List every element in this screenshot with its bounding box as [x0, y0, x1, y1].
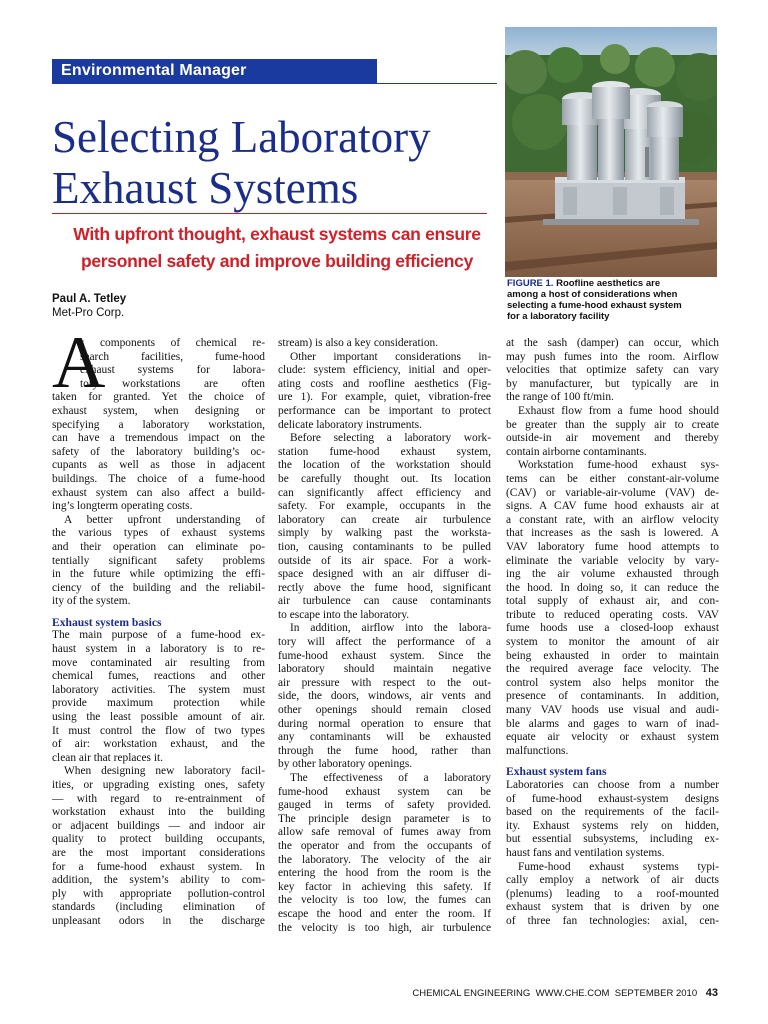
- text-line: fume-hood exhaust system. Since the: [278, 649, 491, 662]
- text-line: escape the hood and enter the room. If: [278, 907, 491, 920]
- text-line: Workstation fume-hood exhaust sys-: [518, 459, 719, 472]
- text-line: ply with appropriate pollution-control: [52, 887, 265, 900]
- text-line: the velocity is too high, air turbulence: [278, 921, 491, 934]
- text-line: to escape into the laboratory.: [278, 608, 410, 621]
- text-line: based on the requirements of the facil-: [506, 806, 719, 819]
- text-line: outside of its air space. For a work-: [278, 554, 491, 567]
- text-line: ities, or upgrading existing ones, safety: [52, 779, 265, 791]
- text-line: space designed with an air diffuser di-: [278, 568, 491, 581]
- text-line: exhaust systems for labora-: [80, 364, 265, 377]
- text-line: clude: system efficiency, initial and oper-: [278, 364, 491, 377]
- text-line: laboratory activities. The system must: [52, 683, 265, 696]
- text-line: by other laboratory openings.: [278, 758, 413, 771]
- text-line: tory will affect the performance of a: [278, 636, 491, 649]
- text-line: When designing new laboratory facil-: [64, 765, 265, 778]
- section-banner: [52, 59, 377, 84]
- text-line: presence of contaminants. In addition,: [506, 690, 719, 703]
- text-line: the hood. In doing so, it can reduce the: [506, 581, 719, 594]
- text-line: exhaust system, when designing or: [52, 404, 265, 417]
- text-line: The main purpose of a fume-hood ex-: [52, 629, 265, 642]
- body-column-3: [506, 337, 719, 929]
- text-line: be carefully thought out. Its location: [278, 472, 491, 485]
- text-line: tems can be either constant-air-volume: [506, 472, 719, 485]
- text-line: (plenums) leading to a roof-mounted: [506, 887, 719, 900]
- subtitle-line-1: With upfront thought, exhaust systems can ensure: [73, 224, 481, 244]
- text-line: haust fans and ventilation systems.: [506, 846, 665, 859]
- text-line: fume-hood exhaust system can be: [278, 785, 491, 798]
- header-rule: [377, 83, 497, 84]
- text-line: total supply of exhaust air, and con-: [506, 595, 719, 608]
- text-line: gauged in terms of safety provided.: [278, 799, 491, 812]
- text-line: the velocity is too low, the fumes can: [278, 894, 491, 907]
- text-line: but essential subsystems, including ex-: [506, 833, 719, 846]
- text-line: or adjacent buildings — and indoor air: [52, 819, 265, 832]
- text-line: being exhausted in order to maintain: [506, 649, 719, 662]
- text-line: ing the air volume exhausted through: [506, 568, 719, 581]
- figure-label: FIGURE 1.: [507, 278, 554, 289]
- text-line: safety of the laboratory building’s oc-: [52, 445, 265, 458]
- text-line: addition, the system’s ability to com-: [52, 874, 265, 887]
- text-line: A better upfront understanding of: [64, 513, 265, 526]
- text-line: at the sash (damper) can occur, which: [506, 337, 719, 349]
- text-line: the operator and from the occupants of: [278, 839, 491, 852]
- text-line: by manufacturer, but typically are in: [506, 377, 719, 390]
- text-line: Exhaust flow from a fume hood should: [518, 404, 719, 417]
- text-line: the range of 100 ft/min.: [506, 391, 614, 404]
- text-line: of fume-hood exhaust-system designs: [506, 792, 719, 805]
- body-column-2: [278, 337, 491, 935]
- text-line: a constant rate, with an airflow velocity: [506, 513, 719, 526]
- text-line: key factor in achieving this safety. If: [278, 880, 491, 893]
- text-line: unpleasant odors in the discharge: [52, 914, 265, 927]
- text-line: cupants as well as those in adjacent: [52, 459, 265, 472]
- subtitle-line-2: personnel safety and improve building efficiency: [80, 251, 474, 271]
- text-line: may push fumes into the room. Airflow: [506, 350, 719, 363]
- text-line: ity of the system.: [52, 595, 131, 608]
- text-line: station fume-hood exhaust system,: [278, 445, 491, 458]
- text-line: cally employ a network of air ducts: [506, 874, 719, 887]
- section-heading: Exhaust system basics: [52, 615, 162, 629]
- text-line: stream) is also a key consideration.: [278, 337, 439, 349]
- text-line: laboratory should maintain negative: [278, 663, 491, 676]
- text-line: In addition, airflow into the labora-: [290, 622, 491, 635]
- text-line: specifying a laboratory workstation,: [52, 418, 265, 431]
- page-footer: [400, 987, 718, 999]
- text-line: ing’s longterm operating costs.: [52, 500, 193, 513]
- text-line: air pressure with respect to the out-: [278, 676, 491, 689]
- text-line: velocities that optimize safety can vary: [506, 364, 719, 377]
- drop-cap: A: [52, 322, 106, 404]
- text-line: entering the hood from the room is the: [278, 867, 491, 880]
- text-line: other openings should remain closed: [278, 704, 491, 717]
- text-line: exhaust system can also affect a build-: [52, 486, 265, 499]
- text-line: using the least possible amount of air.: [52, 711, 265, 724]
- text-line: signs. A CAV fume hood exhausts air at: [506, 500, 719, 513]
- text-line: The effectiveness of a laboratory: [290, 772, 491, 784]
- text-line: taken for granted. Yet the choice of: [52, 391, 265, 404]
- text-line: and their operation can eliminate po-: [52, 540, 265, 553]
- title-line-1: Selecting Laboratory: [52, 112, 431, 162]
- text-line: standards (including elimination of: [52, 901, 265, 914]
- text-line: exhaust system that is driven by one: [506, 901, 719, 914]
- text-line: chemical fumes, reactions and other: [52, 670, 265, 683]
- section-heading: Exhaust system fans: [506, 765, 607, 779]
- text-line: delicate laboratory instruments.: [278, 418, 422, 431]
- text-line: Laboratories can choose from a number: [506, 779, 719, 791]
- footer-url: WWW.CHE.COM: [535, 988, 610, 999]
- text-line: of air: workstation exhaust, and the: [52, 738, 265, 751]
- text-line: tory workstations are often: [80, 377, 265, 390]
- text-line: workstation exhaust into the building: [52, 806, 265, 819]
- text-line: clean air that replaces it.: [52, 751, 163, 764]
- text-line: eliminate the variable velocity by vary-: [506, 554, 719, 567]
- text-line: many VAV hoods use visual and audi-: [506, 704, 719, 717]
- text-line: can have a tremendous impact on the: [52, 432, 265, 445]
- text-line: ble alarms and gages to warn of inad-: [506, 717, 719, 730]
- text-line: laboratory can create air turbulence: [278, 513, 491, 526]
- rooftop-exhaust-photo: [505, 27, 717, 277]
- caption-line: among a host of considerations when: [507, 289, 678, 300]
- page-number: 43: [705, 987, 718, 999]
- text-line: haust system in a laboratory is to re-: [52, 643, 265, 656]
- text-line: s components of chemical re-: [80, 337, 265, 349]
- text-line: any contaminants will be exhausted: [278, 731, 491, 744]
- text-line: the laboratory. The velocity of the air: [278, 853, 491, 866]
- text-line: control system also helps monitor the: [506, 676, 719, 689]
- text-line: Other important considerations in-: [290, 350, 491, 363]
- text-line: safety. For example, occupants in the: [278, 500, 491, 513]
- text-line: (CAV) or variable-air-volume (VAV) de-: [506, 486, 719, 499]
- text-line: the location of the workstation should: [278, 459, 491, 472]
- caption-line: selecting a fume-hood exhaust system: [507, 300, 682, 311]
- footer-journal: CHEMICAL ENGINEERING: [412, 988, 531, 999]
- text-line: simply by walking past the worksta-: [278, 527, 491, 540]
- text-line: the various types of exhaust systems: [52, 527, 265, 540]
- text-line: Before selecting a laboratory work-: [290, 432, 491, 445]
- text-line: search facilities, fume-hood: [80, 350, 265, 363]
- text-line: tribute to reduced operating costs. VAV: [506, 608, 719, 621]
- text-line: through the fume hood, rather than: [278, 744, 491, 757]
- text-line: system to monitor the amount of air: [506, 636, 719, 649]
- text-line: contain airborne contaminants.: [506, 445, 647, 458]
- text-line: for a fume-hood exhaust system. In: [52, 860, 265, 873]
- text-line: ity. Exhaust systems rely on hidden,: [506, 819, 719, 832]
- text-line: ating costs and roofline aesthetics (Fig-: [278, 377, 491, 390]
- text-line: Fume-hood exhaust systems typi-: [518, 860, 719, 873]
- footer-date: SEPTEMBER 2010: [614, 988, 698, 999]
- figure-caption: [507, 278, 721, 322]
- text-line: VAV laboratory fume hood attempts to: [506, 540, 719, 553]
- text-line: ure 1). For example, quiet, vibration-free: [278, 391, 491, 404]
- text-line: The principle design parameter is to: [278, 812, 491, 825]
- text-line: — with regard to re-entrainment of: [52, 792, 265, 805]
- text-line: move contaminated air resulting from: [52, 656, 265, 669]
- text-line: rectly above the fume hood, significant: [278, 581, 491, 594]
- section-label: Environmental Manager: [61, 62, 247, 79]
- text-line: fume hoods use a closed-loop exhaust: [506, 622, 719, 635]
- text-line: are the most important considerations: [52, 846, 265, 859]
- text-line: that increases as the sash is lowered. A: [506, 527, 719, 540]
- text-line: during normal operation to ensure that: [278, 717, 491, 730]
- text-line: buildings. The choice of a fume-hood: [52, 472, 265, 485]
- author-name: Paul A. Tetley: [52, 293, 127, 305]
- caption-line: Roofline aesthetics are: [556, 278, 661, 289]
- text-line: air turbulence can cause contaminants: [278, 595, 491, 608]
- article-title: [52, 112, 502, 214]
- caption-line: for a laboratory facility: [507, 311, 610, 322]
- text-line: outside-in air movement and thereby: [506, 432, 719, 445]
- text-line: allow safe removal of fumes away from: [278, 826, 491, 839]
- article-subtitle: [52, 221, 502, 275]
- text-line: equate air velocity or exhaust system: [506, 731, 719, 744]
- text-line: It must control the flow of two types: [52, 724, 265, 737]
- text-line: the required average face velocity. The: [506, 663, 719, 676]
- text-line: in the future while optimizing the effi-: [52, 568, 265, 581]
- text-line: of three fan technologies: axial, cen-: [506, 914, 719, 927]
- text-line: can significantly affect efficiency and: [278, 486, 491, 499]
- text-line: performance can be important to protect: [278, 404, 491, 417]
- body-column-1: [52, 337, 265, 929]
- text-line: quality to protect building occupants,: [52, 833, 265, 846]
- title-divider: [52, 213, 487, 214]
- rooftop-exhaust-image: [505, 27, 717, 277]
- text-line: side, the doors, windows, air vents and: [278, 690, 491, 703]
- text-line: malfunctions.: [506, 744, 569, 757]
- byline: [52, 292, 126, 320]
- text-line: ciency of the building and the reliabil-: [52, 581, 265, 594]
- text-line: provide maximum protection while: [52, 697, 265, 710]
- text-line: tion, causing contaminants to be pulled: [278, 540, 491, 553]
- author-organization: Met-Pro Corp.: [52, 307, 125, 319]
- title-line-2: Exhaust Systems: [52, 163, 359, 213]
- text-line: be greater than the supply air to create: [506, 418, 719, 431]
- text-line: tentially significant safety problems: [52, 554, 265, 567]
